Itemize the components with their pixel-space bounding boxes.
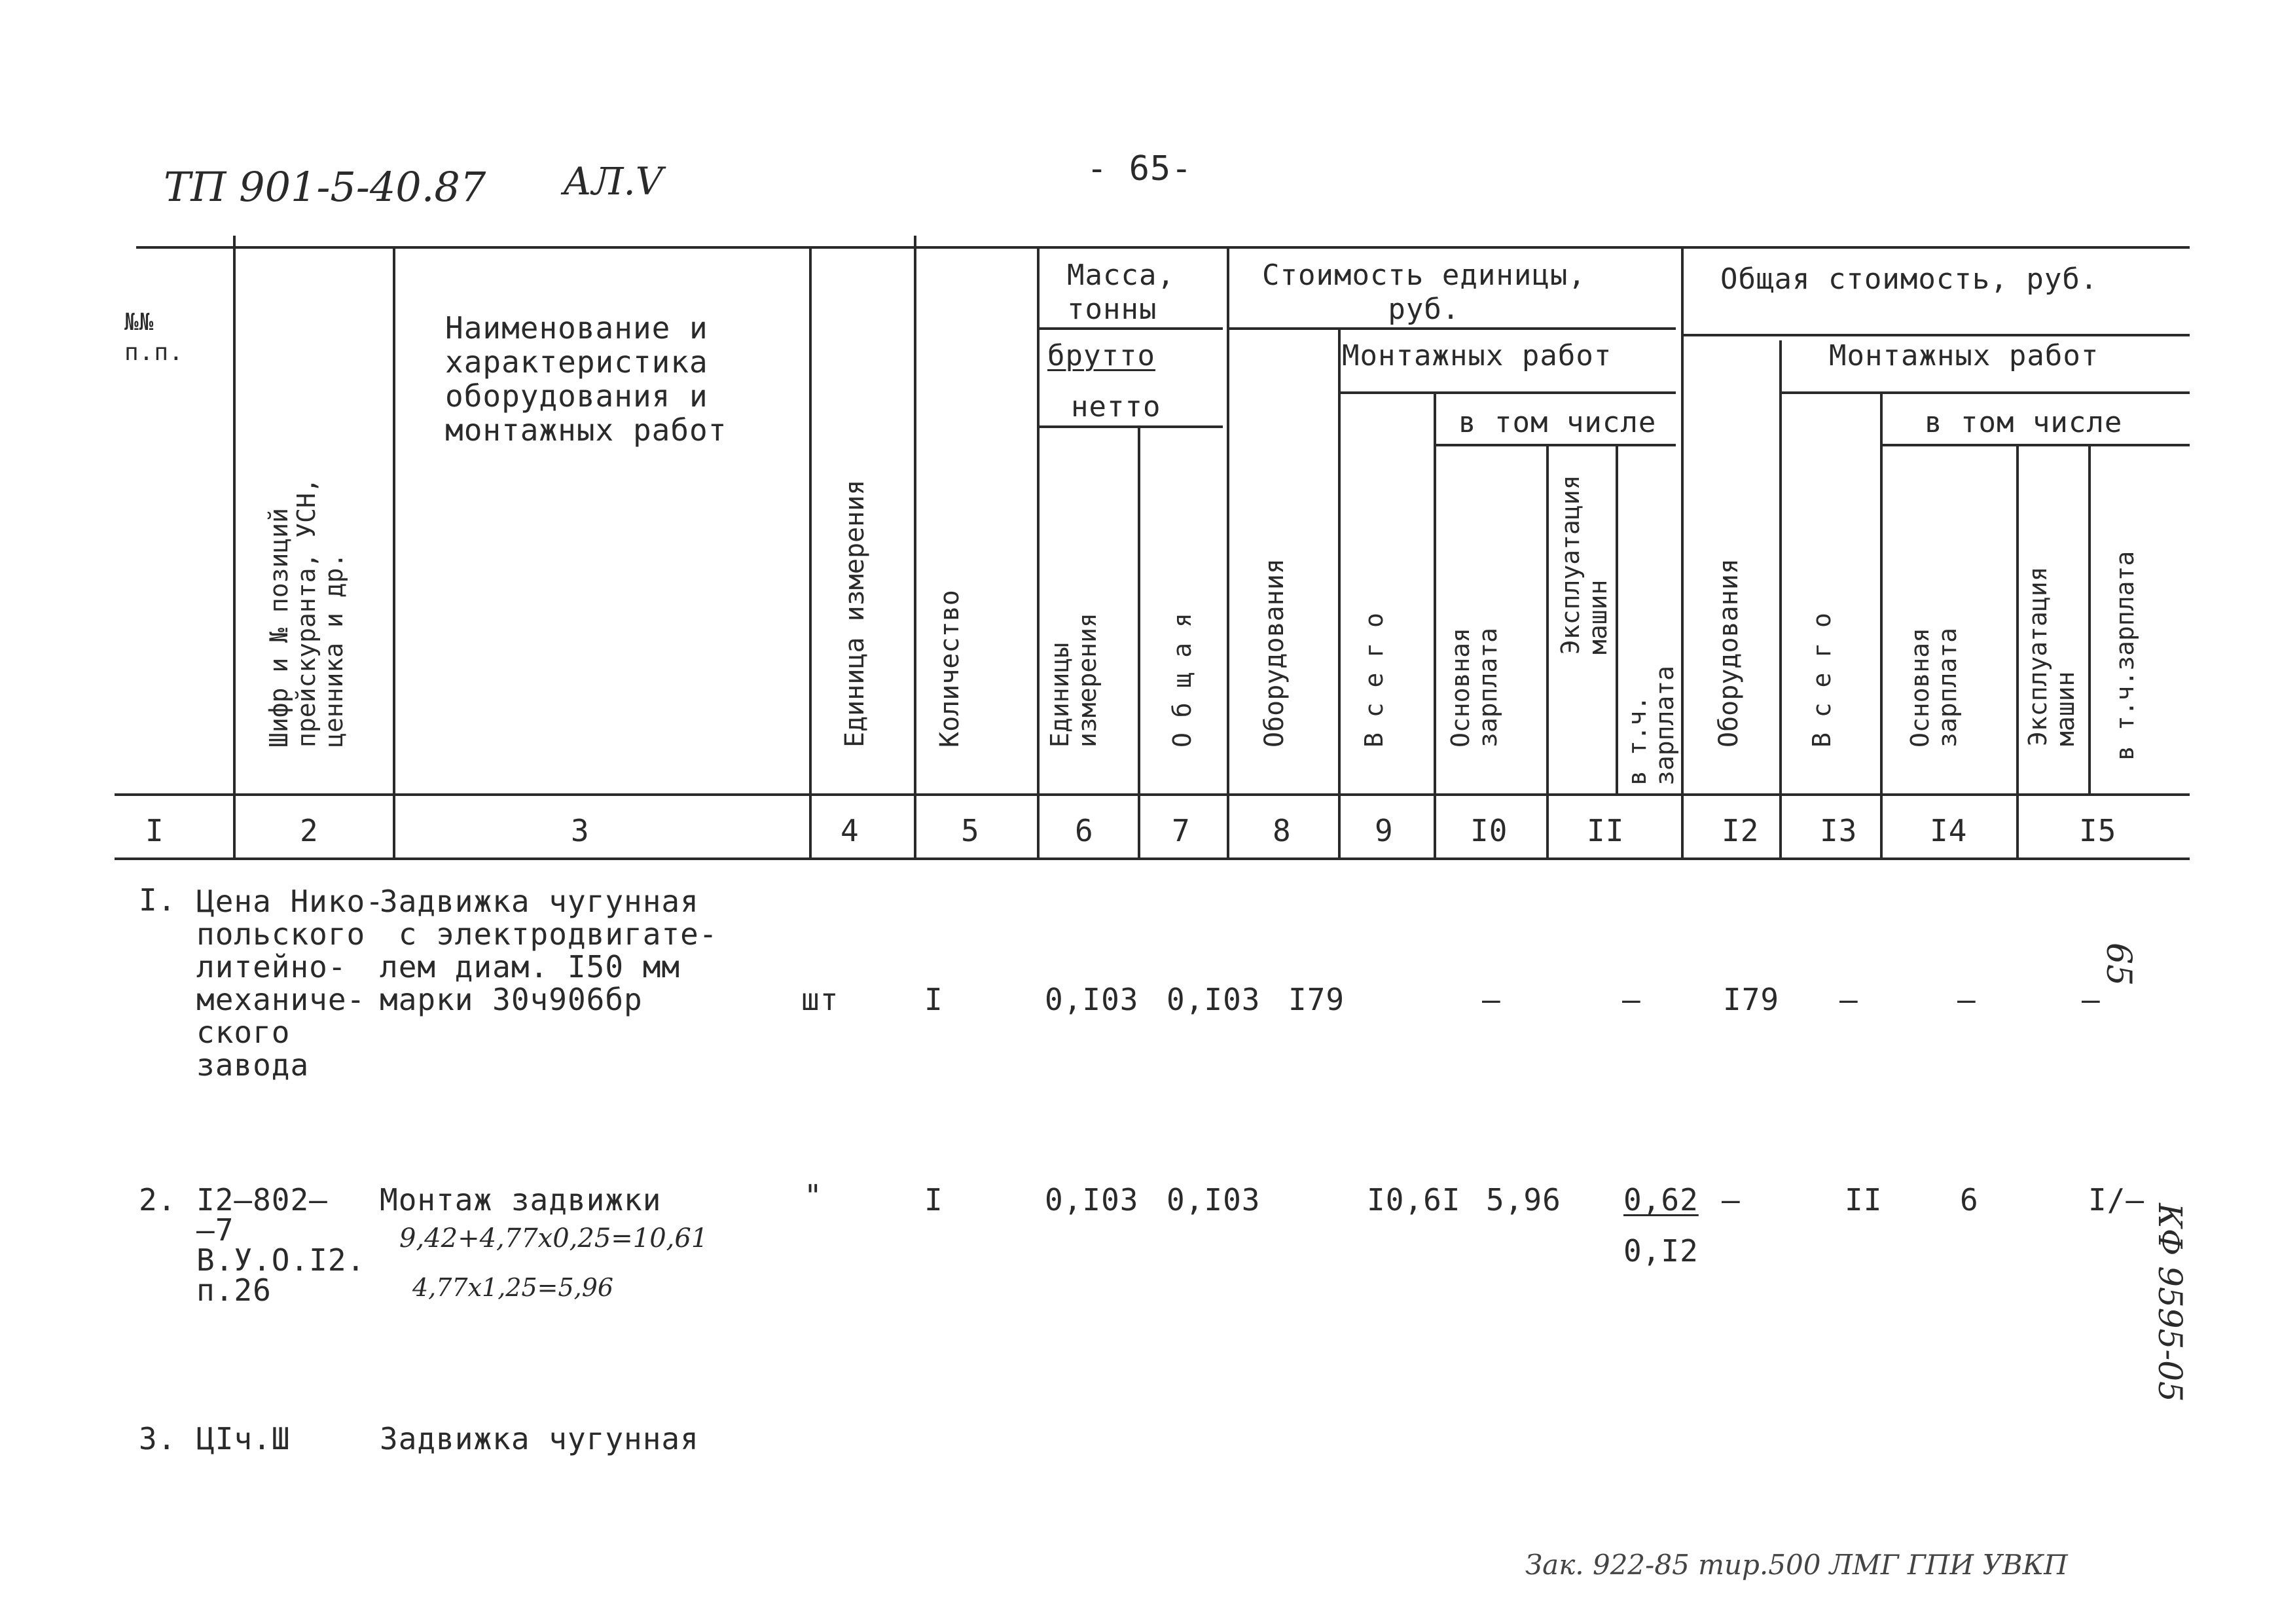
col-number: 2 [300,813,319,848]
row-code: Цена Нико- польского литейно- механиче- ского завода [196,884,384,1083]
row-mass-unit: 0,I03 [1045,982,1139,1017]
numbers-row-bottom-border [115,857,2190,860]
col-number: 8 [1273,813,1292,848]
col-header-equipment: Оборудования [1259,558,1290,748]
mount-works-line-1 [1339,391,1676,394]
row-number: 2. [139,1182,177,1218]
col-divider-8 [1338,327,1341,857]
col-header-brutto: брутто [1047,339,1155,372]
row-number: I. [139,882,177,918]
row-salary-total: – [1957,982,1976,1017]
unit-cost-group-line [1229,327,1676,330]
print-note: Зак. 922-85 тир.500 ЛМГ ГПИ УВКП [1525,1549,2068,1581]
row-machines-salary: 0,I2 [1623,1233,1699,1269]
col-number: I2 [1722,813,1760,848]
mass-group-line [1040,327,1223,330]
col-divider-14 [1880,391,1883,857]
col-divider-16 [2088,444,2091,793]
side-page-mark: 65 [2099,943,2138,986]
handwritten-calculation: 9,42+4,77х0,25=10,61 [399,1223,708,1254]
col-divider-4 [914,236,916,857]
row-all-total: – [1839,982,1858,1017]
col-header-mount-works-1: Монтажных работ [1342,339,1612,372]
col-divider-6 [1138,425,1140,857]
col-number: 6 [1075,813,1094,848]
col-divider-3 [809,246,812,857]
header-bottom-border [115,793,2190,796]
col-header-netto: нетто [1071,390,1161,424]
in-that-number-line-2 [1882,444,2190,446]
document-code: ТП 901-5-40.87 [164,163,486,211]
album-number: АЛ.V [563,159,663,204]
col-header-salary: Основная зарплата [1446,627,1502,748]
col-header-machines-salary-total: в т.ч.зарплата [2110,550,2139,761]
col-number: 4 [841,813,860,848]
col-header-name: Наименование и характеристика оборудования и монтажных работ [445,310,727,448]
col-header-machines-salary: в т.ч. зарплата [1623,665,1679,785]
col-header-mass-group: Масса, тонны [1067,259,1175,326]
row-unit: " [804,1178,823,1214]
col-number: 9 [1375,813,1394,848]
row-mass-total: 0,I03 [1167,1182,1261,1218]
col-header-quantity: Количество [935,590,965,748]
col-header-num: №№ п.п. [124,309,184,366]
row-mass-unit: 0,I03 [1045,1182,1139,1218]
row-name: Задвижка чугунная [380,1421,699,1456]
row-all: I0,6I [1367,1182,1461,1218]
col-number: I4 [1930,813,1968,848]
col-divider-7 [1227,246,1229,857]
col-divider-10 [1546,444,1549,857]
row-machines: 0,62 [1623,1182,1699,1218]
col-header-machines: Эксплуатация машин [1556,475,1612,655]
col-header-machines-total: Эксплуатация машин [2023,566,2080,746]
col-divider-15 [2016,444,2019,857]
col-number: I0 [1470,813,1508,848]
col-divider-2 [393,246,395,857]
col-header-in-that-number-1: в том числе [1458,406,1657,439]
row-name: Задвижка чугунная с электродвигате- лем диам. I50 мм марки 30ч906бр [380,884,718,1017]
row-salary: 5,96 [1486,1182,1561,1218]
mount-works-line-2 [1781,391,2190,394]
col-number: 5 [961,813,980,848]
table-top-border [136,246,2190,249]
col-header-code: Шифр и № позиций прейскуранта, УСН, ценника и др. [264,478,348,748]
col-header-equipment-total: Оборудования [1714,558,1744,748]
col-divider-13 [1779,340,1782,857]
page-number: - 65- [1087,149,1193,189]
handwritten-calculation: 4,77х1,25=5,96 [412,1273,614,1302]
col-header-total-cost-group: Общая стоимость, руб. [1720,262,2099,296]
col-number: 3 [571,813,590,848]
row-salary: – [1482,982,1501,1017]
row-machines-total: – [2082,982,2101,1017]
total-cost-group-line [1684,334,2190,336]
col-number: I3 [1820,813,1858,848]
col-number: II [1587,813,1625,848]
col-header-mass-unit: Единицы измерения [1045,613,1102,748]
netto-line [1040,425,1223,428]
row-all-total: II [1845,1182,1883,1218]
col-divider-1 [233,236,236,857]
row-machines-total: I/– [2088,1182,2145,1218]
col-divider-11 [1616,444,1618,793]
row-quantity: I [924,982,943,1017]
row-machines: – [1622,982,1641,1017]
row-unit: шт [801,982,839,1017]
row-quantity: I [924,1182,943,1218]
row-number: 3. [139,1421,177,1456]
col-header-mount-works-2: Монтажных работ [1829,339,2099,372]
side-archive-code: КФ 9595-05 [2151,1203,2189,1402]
col-divider-5 [1037,246,1040,857]
row-salary-total: 6 [1960,1182,1979,1218]
row-code: I2–802– –7 В.У.О.I2. п.26 [196,1182,366,1308]
row-code: ЦIч.Ш [196,1421,291,1456]
in-that-number-line-1 [1435,444,1676,446]
row-equipment-total: – [1722,1182,1741,1218]
row-name: Монтаж задвижки [380,1182,662,1218]
col-number: I [145,813,164,848]
row-equipment-total: I79 [1723,982,1780,1017]
col-header-mass-total: О б щ а я [1168,613,1197,748]
row-mass-total: 0,I03 [1167,982,1261,1017]
col-number: I5 [2079,813,2117,848]
row-equipment: I79 [1288,982,1345,1017]
col-header-salary-total: Основная зарплата [1906,627,1962,748]
col-header-all: В с е г о [1360,613,1388,748]
col-header-in-that-number-2: в том числе [1925,406,2123,439]
col-header-unit-cost-group: Стоимость единицы, руб. [1262,259,1586,326]
col-header-unit: Единица измерения [840,479,870,748]
col-divider-9 [1434,391,1436,857]
col-header-all-total: В с е г о [1807,613,1836,748]
col-number: 7 [1172,813,1191,848]
col-divider-12 [1681,246,1684,857]
